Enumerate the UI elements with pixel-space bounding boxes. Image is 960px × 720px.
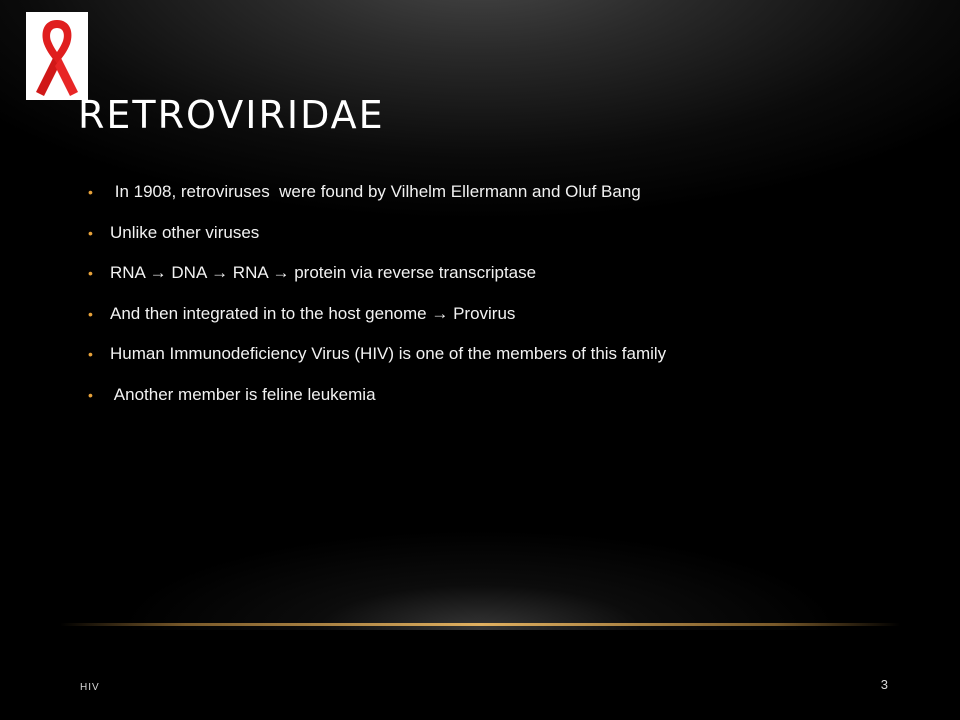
bullet-icon: • (88, 265, 93, 281)
footer-glow (0, 520, 960, 630)
bullet-text: Unlike other viruses (110, 222, 260, 242)
bullet-icon: • (88, 386, 93, 403)
list-item (88, 342, 938, 383)
bullet-icon: • (88, 184, 93, 200)
bullet-list (88, 180, 938, 423)
page-number: 3 (880, 677, 888, 692)
list-item (88, 383, 938, 424)
bullet-icon: • (88, 224, 93, 241)
list-item (88, 180, 938, 221)
divider-line (60, 623, 900, 626)
list-item (88, 221, 938, 262)
bullet-text: In 1908, retroviruses were found by Vilhelm Ellermann and Oluf Bang (110, 182, 641, 201)
bullet-text: Another member is feline leukemia (110, 384, 376, 404)
bullet-text: Human Immunodeficiency Virus (HIV) is one of the members of this family (110, 344, 667, 363)
bullet-text: RNA → DNA → RNA → protein via reverse transcriptase (110, 263, 537, 282)
bullet-text: And then integrated in to the host genome → Provirus (110, 303, 516, 323)
list-item (88, 302, 938, 343)
list-item (88, 261, 938, 302)
red-ribbon-icon (26, 12, 88, 100)
bullet-icon: • (88, 305, 93, 322)
footer-label: HIV (80, 682, 100, 693)
bullet-icon: • (88, 346, 93, 362)
slide-title: RETROVIRIDAE (78, 93, 385, 137)
